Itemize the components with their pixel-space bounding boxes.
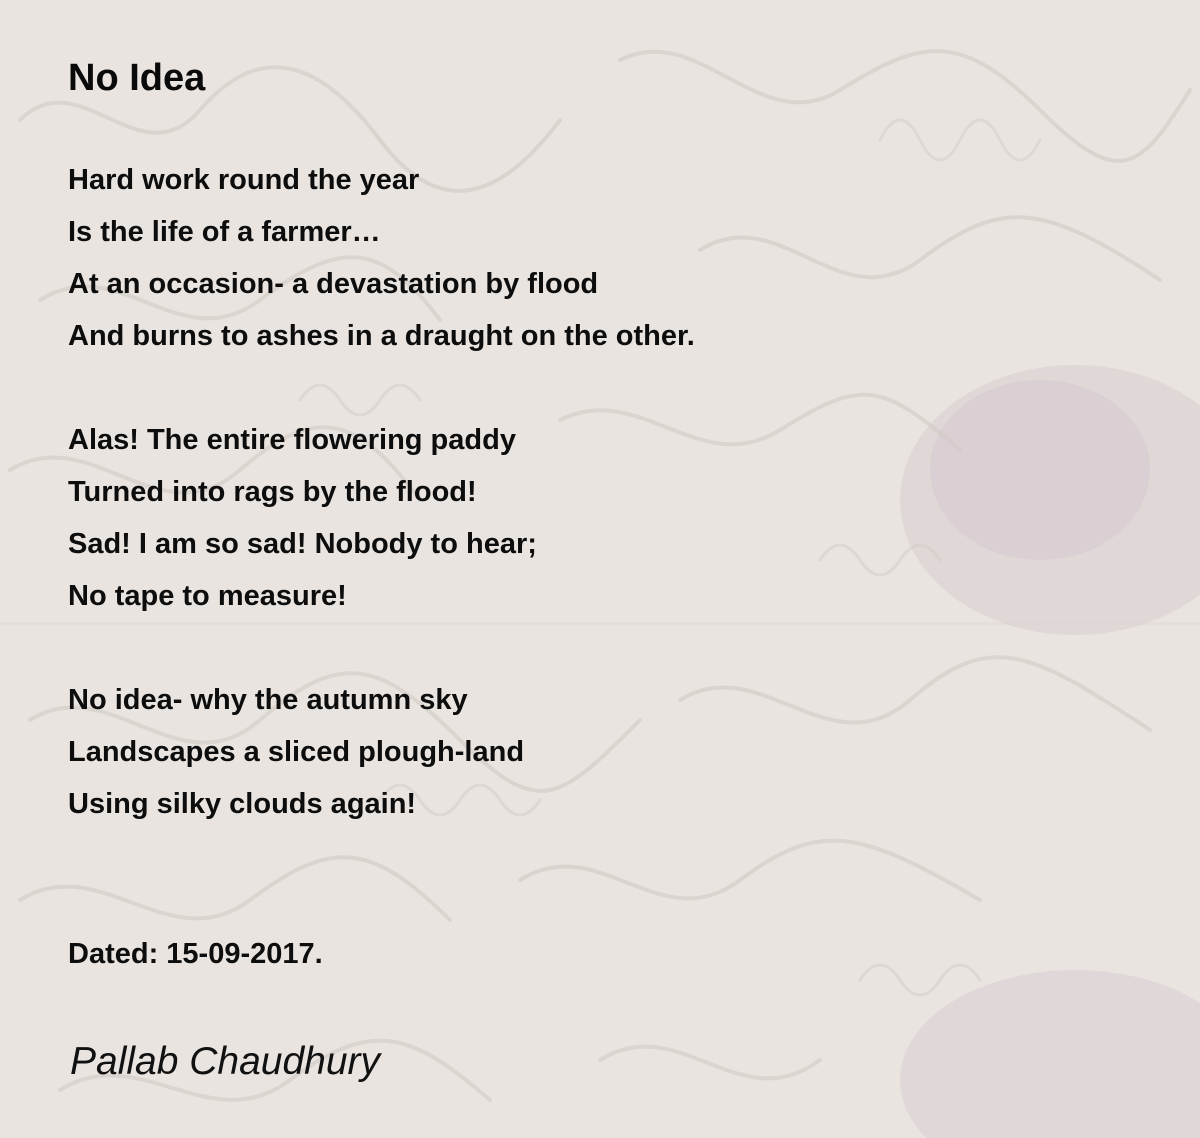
poem-line: And burns to ashes in a draught on the other.: [68, 320, 695, 352]
stanza-break: [68, 622, 1068, 674]
poem-line: At an occasion- a devastation by flood: [68, 268, 599, 300]
poem-line: Hard work round the year: [68, 164, 420, 196]
poem-line: Landscapes a sliced plough-land: [68, 736, 525, 768]
poem-line: Turned into rags by the flood!: [68, 476, 477, 508]
stanza: [68, 154, 1068, 362]
poem-title: No Idea: [68, 57, 206, 99]
stanza: [68, 414, 1068, 622]
poem-line: No idea- why the autumn sky: [68, 684, 468, 716]
stanza: [68, 674, 1068, 830]
poem-date: Dated: 15-09-2017.: [68, 938, 323, 970]
poem-body: [68, 154, 1068, 830]
poem-author: Pallab Chaudhury: [70, 1040, 381, 1083]
poem-line: Using silky clouds again!: [68, 788, 417, 820]
poem-line: Alas! The entire flowering paddy: [68, 424, 516, 456]
poem-line: Sad! I am so sad! Nobody to hear;: [68, 528, 537, 560]
poem-line: Is the life of a farmer…: [68, 216, 381, 248]
stanza-break: [68, 362, 1068, 414]
poem-line: No tape to measure!: [68, 580, 347, 612]
